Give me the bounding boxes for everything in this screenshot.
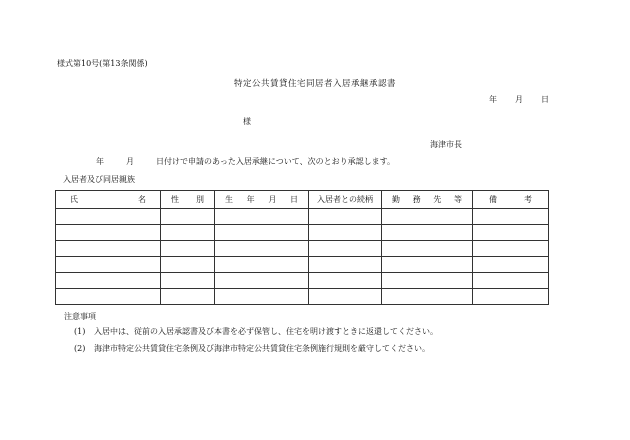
header-sex: 性 別 [161, 191, 215, 209]
cell-name [56, 273, 161, 289]
cell-relationship [309, 289, 382, 305]
note-item [74, 345, 430, 353]
cell-birthdate [215, 241, 309, 257]
table-row [56, 209, 549, 225]
note-number: (1) [74, 327, 86, 336]
note-text: 入居中は、従前の入居承認書及び本書を必ず保管し、住宅を明け渡すときに返還してください。 [94, 327, 438, 336]
cell-name [56, 289, 161, 305]
header-remarks: 備 考 [473, 191, 549, 209]
cell-remarks [473, 289, 549, 305]
occupants-table [55, 190, 549, 305]
header-relationship: 入居者との続柄 [309, 191, 382, 209]
occupants-section-heading: 入居者及び同居親族 [63, 175, 135, 184]
cell-workplace [382, 273, 473, 289]
form-number: 様式第10号(第13条関係) [57, 59, 148, 68]
cell-name [56, 225, 161, 241]
date-year-label: 年 [489, 95, 497, 104]
cell-name [56, 209, 161, 225]
cell-workplace [382, 257, 473, 273]
header-workplace: 勤 務 先 等 [382, 191, 473, 209]
cell-relationship [309, 257, 382, 273]
issuer-name: 海津市長 [430, 140, 462, 149]
cell-workplace [382, 241, 473, 257]
cell-sex [161, 241, 215, 257]
cell-workplace [382, 289, 473, 305]
table-row [56, 257, 549, 273]
approval-statement [74, 158, 395, 166]
cell-workplace [382, 225, 473, 241]
cell-relationship [309, 225, 382, 241]
cell-birthdate [215, 257, 309, 273]
statement-text: 日付けで申請のあった入居承継について、次のとおり承認します。 [156, 157, 395, 166]
cell-relationship [309, 273, 382, 289]
cell-workplace [382, 209, 473, 225]
cell-sex [161, 225, 215, 241]
cell-sex [161, 273, 215, 289]
cell-remarks [473, 273, 549, 289]
date-line [471, 96, 549, 104]
note-text: 海津市特定公共賃貸住宅条例及び海津市特定公共賃貸住宅条例施行規則を厳守してください。 [94, 344, 430, 353]
document-title: 特定公共賃貸住宅同居者入居承継承認書 [233, 79, 396, 89]
note-item [74, 328, 438, 336]
cell-relationship [309, 209, 382, 225]
date-month-label: 月 [515, 95, 523, 104]
cell-remarks [473, 225, 549, 241]
statement-month-label: 月 [126, 157, 134, 166]
table-row [56, 241, 549, 257]
addressee-suffix: 様 [243, 117, 251, 126]
cell-sex [161, 257, 215, 273]
notes-heading: 注意事項 [64, 312, 96, 321]
note-number: (2) [74, 344, 86, 353]
header-birthdate: 生 年 月 日 [215, 191, 309, 209]
cell-birthdate [215, 209, 309, 225]
cell-sex [161, 209, 215, 225]
cell-remarks [473, 209, 549, 225]
table-row [56, 225, 549, 241]
statement-year-label: 年 [96, 157, 104, 166]
cell-remarks [473, 241, 549, 257]
table-header-row [56, 191, 549, 209]
table-row [56, 273, 549, 289]
cell-name [56, 241, 161, 257]
cell-sex [161, 289, 215, 305]
cell-birthdate [215, 225, 309, 241]
header-name: 氏 名 [56, 191, 161, 209]
cell-birthdate [215, 273, 309, 289]
cell-relationship [309, 241, 382, 257]
cell-name [56, 257, 161, 273]
table-row [56, 289, 549, 305]
cell-birthdate [215, 289, 309, 305]
date-day-label: 日 [541, 95, 549, 104]
cell-remarks [473, 257, 549, 273]
